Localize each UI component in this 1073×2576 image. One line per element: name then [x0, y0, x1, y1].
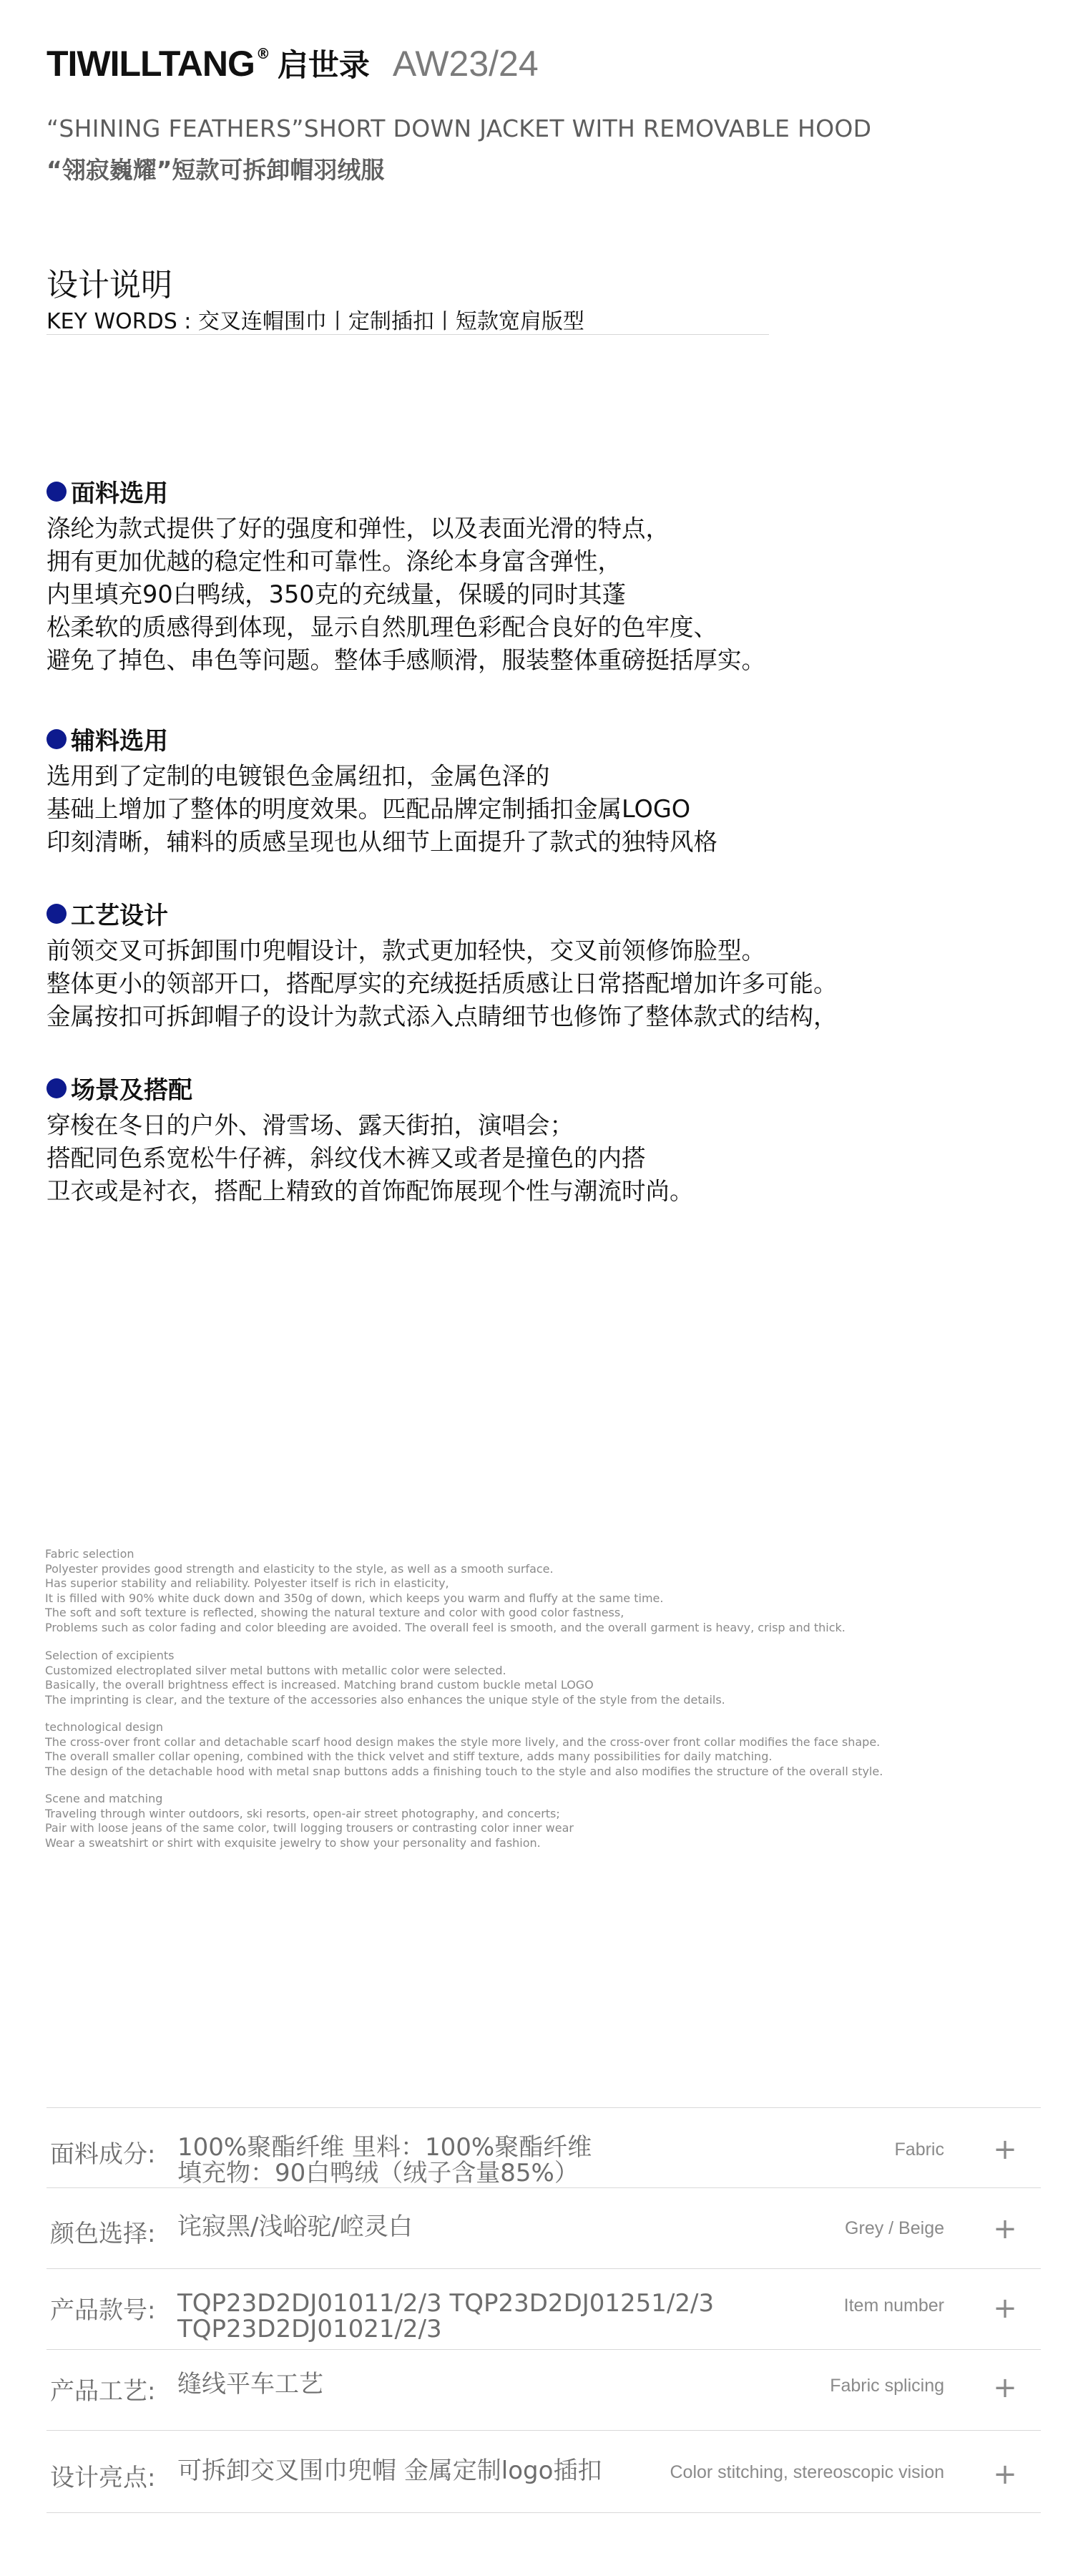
spec-value-line: TQP23D2DJ01021/2/3 — [177, 2315, 442, 2343]
body-line: 穿梭在冬日的户外、滑雪场、露天街拍，演唱会； — [46, 1111, 574, 1139]
body-line: 基础上增加了整体的明度效果。匹配品牌定制插扣金属LOGO — [46, 795, 691, 823]
body-line: 金属按扣可拆卸帽子的设计为款式添入点睛细节也修饰了整体款式的结构， — [46, 1002, 838, 1030]
spec-english-label: Grey / Beige — [845, 2218, 944, 2238]
section-title: 工艺设计 — [71, 902, 168, 930]
english-notes-fabric — [45, 1547, 846, 1635]
english-notes-accessories — [45, 1649, 725, 1707]
spec-value-line: TQP23D2DJ01011/2/3 TQP23D2DJ01251/2/3 — [177, 2289, 715, 2318]
note-line: The soft and soft texture is reflected, showing the natural texture and color with good color fastness, — [45, 1606, 624, 1619]
note-line: Customized electroplated silver metal buttons with metallic color were selected. — [45, 1663, 506, 1677]
section-heading-scene — [46, 1070, 192, 1106]
spec-row-fabric[interactable] — [46, 2107, 1041, 2188]
body-line: 避免了掉色、串色等问题。整体手感顺滑，服装整体重磅挺括厚实。 — [46, 646, 765, 674]
spec-value — [177, 2214, 413, 2240]
spec-label: 产品工艺: — [50, 2377, 156, 2406]
note-line: technological design — [45, 1720, 164, 1734]
brand-chinese-name: 启世录 — [277, 48, 370, 84]
spec-english-label: Color stitching, stereoscopic vision — [670, 2462, 944, 2482]
english-notes-scene — [45, 1792, 574, 1850]
body-line: 拥有更加优越的稳定性和可靠性。涤纶本身富含弹性， — [46, 547, 622, 575]
product-title-en: “SHINING FEATHERS”SHORT DOWN JACKET WITH REMOVABLE HOOD — [46, 114, 872, 142]
spec-value-line: 可拆卸交叉围巾兜帽 金属定制logo插扣 — [177, 2457, 602, 2485]
spec-row-item-number[interactable] — [46, 2269, 1041, 2350]
expand-plus-icon[interactable]: + — [993, 2458, 1017, 2491]
note-line: Has superior stability and reliability. Polyester itself is rich in elasticity, — [45, 1576, 449, 1590]
spec-label: 产品款号: — [50, 2296, 156, 2325]
note-line: It is filled with 90% white duck down and 350g of down, which keeps you warm and fluffy at the same time. — [45, 1591, 664, 1605]
design-description-heading: 设计说明 — [46, 267, 172, 303]
spec-english-label: Fabric — [894, 2140, 944, 2160]
section-title: 面料选用 — [71, 479, 168, 508]
spec-value-line: 100%聚酯纤维 里料：100%聚酯纤维 — [177, 2133, 592, 2162]
body-line: 整体更小的领部开口，搭配厚实的充绒挺括质感让日常搭配增加许多可能。 — [46, 970, 838, 997]
keywords-line: KEY WORDS : 交叉连帽围巾丨定制插扣丨短款宽肩版型 — [46, 309, 584, 334]
note-line: Wear a sweatshirt or shirt with exquisite jewelry to show your personality and fashion. — [45, 1835, 541, 1850]
spec-value — [177, 2290, 714, 2342]
section-body-craft — [46, 935, 838, 1033]
spec-label: 面料成分: — [50, 2140, 156, 2169]
note-line: The overall smaller collar opening, combined with the thick velvet and stiff texture, adds many possibilities for daily matching. — [45, 1750, 773, 1763]
note-line: Pair with loose jeans of the same color, twill logging trousers or contrasting color inner wear — [45, 1821, 574, 1835]
spec-row-color[interactable] — [46, 2188, 1041, 2269]
section-title: 辅料选用 — [71, 727, 168, 756]
note-line: The cross-over front collar and detachable scarf hood design makes the style more lively, and the cross-over front collar modifies the face shape. — [45, 1735, 881, 1749]
brand-logo: TIWILLTANG — [46, 44, 255, 84]
row-divider — [46, 2512, 1041, 2513]
spec-row-highlights[interactable] — [46, 2431, 1041, 2513]
body-line: 涤纶为款式提供了好的强度和弹性，以及表面光滑的特点， — [46, 514, 670, 542]
note-line: Polyester provides good strength and elasticity to the style, as well as a smooth surface. — [45, 1561, 554, 1576]
note-line: Traveling through winter outdoors, ski resorts, open-air street photography, and concerts; — [45, 1806, 560, 1820]
note-line: The imprinting is clear, and the texture of the accessories also enhances the unique style of the style from the details. — [45, 1692, 725, 1707]
expand-plus-icon[interactable]: + — [993, 2371, 1017, 2404]
note-line: The design of the detachable hood with metal snap buttons adds a finishing touch to the style and also modifies the structure of the overall style. — [45, 1764, 883, 1778]
note-line: Basically, the overall brightness effect is increased. Matching brand custom buckle metal LOGO — [45, 1678, 594, 1692]
keywords-underline — [46, 334, 769, 335]
english-notes-craft — [45, 1720, 883, 1779]
spec-value — [177, 2371, 323, 2397]
product-title-cn: “翎寂巍耀”短款可拆卸帽羽绒服 — [46, 156, 385, 184]
body-line: 印刻清晰，辅料的质感呈现也从细节上面提升了款式的独特风格 — [46, 828, 717, 856]
section-heading-accessories — [46, 721, 168, 756]
body-line: 前领交叉可拆卸围巾兜帽设计，款式更加轻快，交叉前领修饰脸型。 — [46, 937, 765, 965]
bullet-dot-icon — [46, 482, 67, 502]
spec-value-line: 诧寂黑/浅峪驼/崆灵白 — [177, 2212, 413, 2241]
brand-header — [46, 42, 539, 85]
bullet-dot-icon — [46, 904, 67, 924]
spec-label: 颜色选择: — [50, 2220, 156, 2248]
expand-plus-icon[interactable]: + — [993, 2292, 1017, 2325]
section-body-scene — [46, 1109, 694, 1208]
section-heading-craft — [46, 896, 168, 931]
note-line: Fabric selection — [45, 1547, 134, 1561]
expand-plus-icon[interactable]: + — [993, 2212, 1017, 2245]
note-line: Scene and matching — [45, 1792, 163, 1805]
section-body-fabric — [46, 512, 765, 677]
bullet-dot-icon — [46, 1078, 67, 1098]
spec-row-craft[interactable] — [46, 2350, 1041, 2431]
spec-english-label: Fabric splicing — [830, 2376, 944, 2396]
note-line: Selection of excipients — [45, 1649, 175, 1662]
section-title: 场景及搭配 — [71, 1076, 192, 1105]
body-line: 选用到了定制的电镀银色金属纽扣，金属色泽的 — [46, 762, 550, 790]
note-line: Problems such as color fading and color bleeding are avoided. The overall feel is smooth, and the overall garment is heavy, crisp and thick. — [45, 1620, 846, 1634]
section-heading-fabric — [46, 474, 168, 509]
spec-value-line: 缝线平车工艺 — [177, 2370, 323, 2399]
body-line: 内里填充90白鸭绒，350克的充绒量，保暖的同时其蓬 — [46, 580, 627, 608]
spec-label: 设计亮点: — [50, 2464, 156, 2492]
spec-english-label: Item number — [843, 2296, 944, 2316]
spec-value-line: 填充物：90白鸭绒（绒子含量85%） — [177, 2159, 579, 2187]
bullet-dot-icon — [46, 729, 67, 749]
spec-value — [177, 2458, 602, 2484]
registered-mark: ® — [255, 45, 270, 62]
section-body-accessories — [46, 760, 717, 859]
expand-plus-icon[interactable]: + — [993, 2133, 1017, 2166]
body-line: 卫衣或是衬衣，搭配上精致的首饰配饰展现个性与潮流时尚。 — [46, 1177, 694, 1205]
spec-value — [177, 2135, 592, 2186]
body-line: 搭配同色系宽松牛仔裤，斜纹伐木裤又或者是撞色的内搭 — [46, 1144, 646, 1172]
body-line: 松柔软的质感得到体现，显示自然肌理色彩配合良好的色牢度、 — [46, 613, 717, 641]
season-code: AW23/24 — [392, 44, 539, 84]
